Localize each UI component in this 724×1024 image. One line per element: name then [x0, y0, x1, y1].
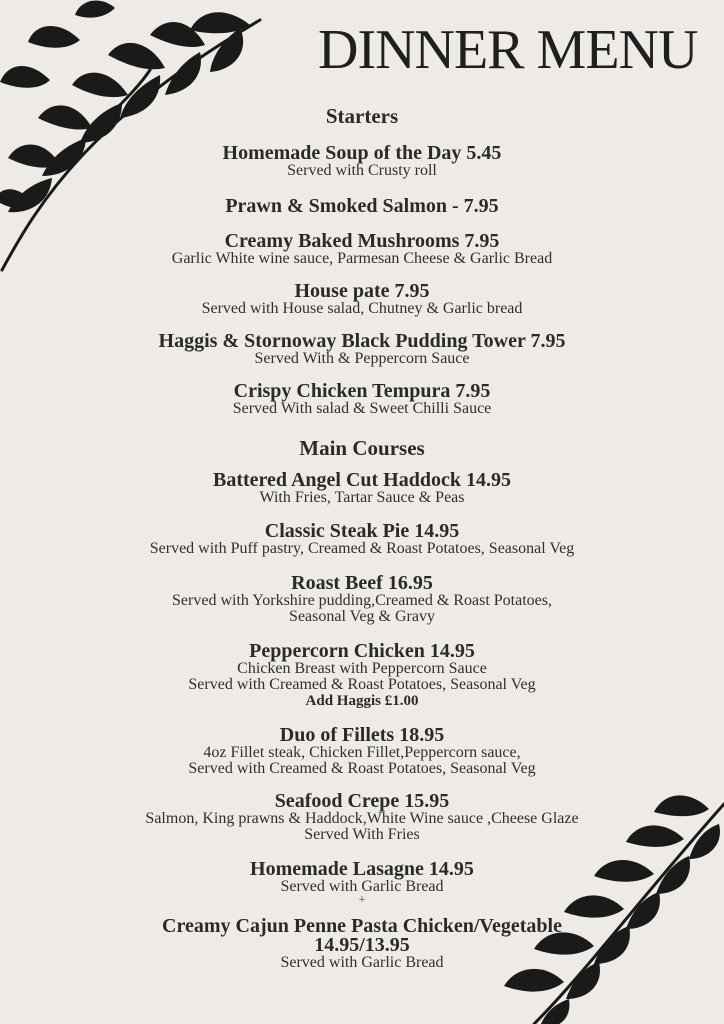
item-description: Served with Garlic Bread: [280, 954, 444, 971]
menu-item: [0, 471, 724, 506]
section-heading-starters: Starters: [325, 104, 399, 128]
item-name: Haggis & Stornoway Black Pudding Tower 7.95: [158, 330, 566, 352]
item-name: Peppercorn Chicken 14.95: [249, 640, 475, 662]
item-name: Duo of Fillets 18.95: [279, 724, 445, 746]
menu-item: [0, 860, 724, 905]
menu-item: [0, 917, 724, 971]
menu-item: [0, 282, 724, 317]
item-name: Battered Angel Cut Haddock 14.95: [213, 469, 511, 491]
item-description: With Fries, Tartar Sauce & Peas: [259, 489, 465, 506]
item-description: Served with Yorkshire pudding,Creamed & Roast Potatoes,: [172, 592, 552, 609]
item-name: Homemade Lasagne 14.95: [250, 858, 474, 880]
item-description: Salmon, King prawns & Haddock,White Wine sauce ,Cheese Glaze: [145, 810, 579, 827]
item-name: Roast Beef 16.95: [291, 572, 433, 594]
menu-item: [0, 522, 724, 557]
decorative-dot: +: [358, 895, 366, 905]
item-description: Seasonal Veg & Gravy: [289, 608, 435, 625]
menu-item: [0, 642, 724, 709]
item-name: Creamy Cajun Penne Pasta Chicken/Vegetable: [162, 915, 562, 937]
menu-list: [0, 100, 724, 971]
item-description: Served with House salad, Chutney & Garlic bread: [201, 300, 523, 317]
menu-item: [0, 332, 724, 367]
item-description: Served With salad & Sweet Chilli Sauce: [232, 400, 492, 417]
item-description: Served with Creamed & Roast Potatoes, Seasonal Veg: [188, 760, 536, 777]
menu-item: [0, 232, 724, 267]
menu-item: [0, 382, 724, 417]
item-description: Served with Crusty roll: [287, 162, 437, 179]
menu-item: [0, 726, 724, 777]
section-heading-mains: Main Courses: [299, 436, 425, 460]
item-name: Crispy Chicken Tempura 7.95: [233, 380, 491, 402]
item-description: Served with Puff pastry, Creamed & Roast Potatoes, Seasonal Veg: [149, 540, 575, 557]
item-name: Prawn & Smoked Salmon - 7.95: [225, 195, 499, 217]
item-description: Served with Garlic Bread: [280, 878, 444, 895]
item-description: Served with Creamed & Roast Potatoes, Seasonal Veg: [188, 676, 536, 693]
item-name: Creamy Baked Mushrooms 7.95: [224, 230, 500, 252]
item-description: Chicken Breast with Peppercorn Sauce: [237, 660, 487, 677]
item-addon: Add Haggis £1.00: [305, 693, 419, 709]
page-title: DINNER MENU: [318, 19, 698, 81]
item-name: Classic Steak Pie 14.95: [264, 520, 460, 542]
item-name: Seafood Crepe 15.95: [274, 790, 450, 812]
item-price: 14.95/13.95: [314, 934, 410, 956]
item-name: Homemade Soup of the Day 5.45: [222, 142, 502, 164]
item-name: House pate 7.95: [294, 280, 430, 302]
item-description: Served With & Peppercorn Sauce: [254, 350, 470, 367]
item-description: 4oz Fillet steak, Chicken Fillet,Peppercorn sauce,: [203, 744, 521, 761]
menu-item: [0, 144, 724, 179]
item-description: Garlic White wine sauce, Parmesan Cheese & Garlic Bread: [171, 250, 553, 267]
menu-item: [0, 197, 724, 216]
menu-item: [0, 574, 724, 625]
menu-item: [0, 792, 724, 843]
item-description: Served With Fries: [304, 826, 420, 843]
